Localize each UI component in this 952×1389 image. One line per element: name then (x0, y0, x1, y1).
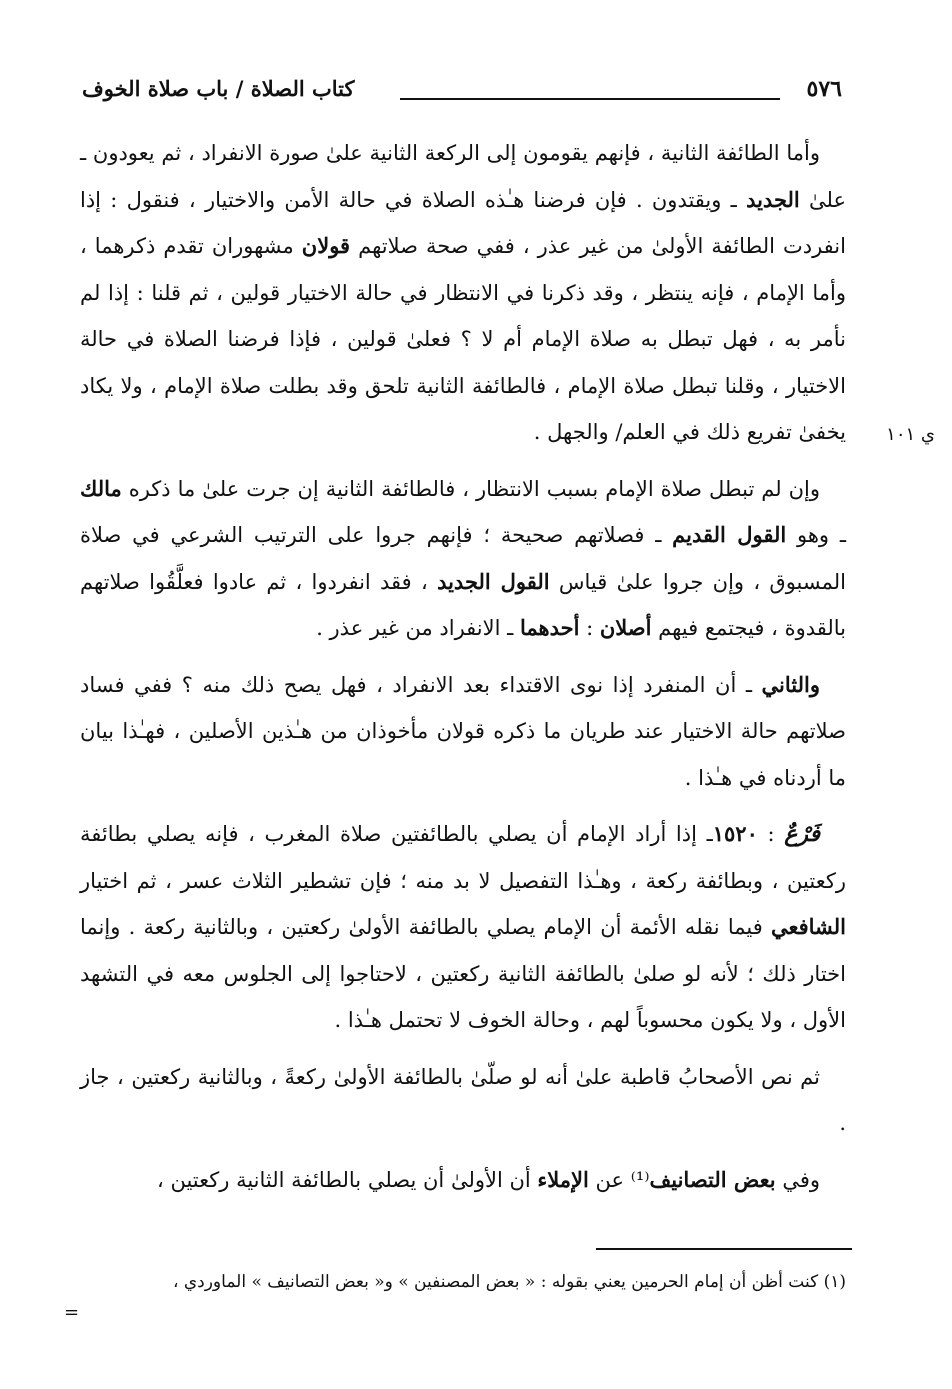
text-run: ـ أن المنفرد إذا نوى الاقتداء بعد الانفراد ، فهل يصح ذلك منه ؟ ففي فساد صلاتهم حالة الاختيار عند طريان ما ذكره قولان مأخوذان من هـٰذين الأصلين ، فهـٰذا بيان ما أردناه في هـٰذا . (80, 672, 846, 790)
emphasis-term: بعض التصانيف (649, 1166, 776, 1192)
emphasis-term: الشافعي (770, 914, 846, 939)
paragraph-5 (80, 1054, 846, 1147)
text-run: ـ الانفراد من غير عذر . (316, 616, 520, 640)
text-run: ـ ويقتدون . فإن فرضنا هـٰذه الصلاة في حالة الأمن والاختيار ، فنقول : إذا انفردت الطائفة الأولىٰ من غير عذر ، ففي صحة صلاتهم (80, 187, 846, 258)
text-run: عن (588, 1167, 631, 1192)
paragraph-3 (80, 662, 846, 802)
text-run: وفي (775, 1167, 820, 1192)
main-text (80, 130, 846, 1213)
text-run: أن الأولىٰ أن يصلي بالطائفة الثانية ركعتين ، (157, 1167, 538, 1192)
emphasis-term: أحدهما (519, 615, 580, 640)
footnote-rule (596, 1248, 852, 1250)
paragraph-2 (80, 466, 846, 652)
emphasis-term: أصلان (599, 615, 652, 640)
emphasis-term: ١٥٢٠ (712, 821, 758, 846)
emphasis-term: الإملاء (537, 1166, 589, 1192)
footnote: (١) كنت أظن أن إمام الحرمين يعني بقوله : « بعض المصنفين » و« بعض التصانيف » الماوردي ، (172, 1272, 846, 1292)
section-marker: فَرْعٌ (784, 821, 821, 847)
emphasis-term: قولان (301, 233, 351, 258)
margin-manuscript-ref: ي ١٠١ (886, 424, 935, 445)
text-run: ، فقد انفردوا ، ثم عادوا فعلَّقُوا صلاتهم بالقدوة ، فيجتمع فيهم (80, 569, 846, 640)
text-run: ـ فصلاتهم صحيحة ؛ فإنهم جروا على الترتيب الشرعي في صلاة المسبوق ، وإن جروا علىٰ قياس (80, 523, 846, 594)
running-title: كتاب الصلاة / باب صلاة الخوف (82, 76, 355, 101)
header-rule (400, 98, 780, 100)
paragraph-6 (80, 1157, 846, 1204)
text-run: ـ إذا أراد الإمام أن يصلي بالطائفتين صلاة المغرب ، فإنه يصلي بطائفة ركعتين ، وبطائفة ركعة ، وهـٰذا التفصيل لا بد منه ؛ فإن تشطير الثلاث عسر ، ثم اختيار (80, 822, 846, 893)
text-run: مشهوران تقدم ذكرهما ، وأما الإمام ، فإنه ينتظر ، وقد ذكرنا في الانتظار في حالة الاختيار قولين ، ثم قلنا : إذا لم نأمر به ، فهل تبطل به صلاة الإمام أم لا ؟ فعلىٰ قولين ، فإذا فرضنا الصلاة في حالة الاختيار ، وقلنا تبطل صلاة الإمام ، فالطائفة الثانية تلحق وقد بطلت صلاة الإمام ، ولا يكاد يخفىٰ تفريع ذلك في العلم/ والجهل . (80, 234, 846, 444)
emphasis-term: والثاني (761, 671, 820, 697)
emphasis-term: الجديد (746, 186, 800, 212)
text-run: وأما الطائفة الثانية ، فإنهم يقومون إلى الركعة الثانية علىٰ صورة الانفراد ، ثم يعودون ـ علىٰ (80, 141, 846, 212)
page-header (82, 72, 842, 112)
emphasis-term: القول القديم (672, 522, 787, 547)
page-number: ٥٧٦ (806, 76, 842, 102)
text-run: : (579, 616, 600, 640)
continuation-mark: = (64, 1302, 80, 1323)
text-run: : (757, 822, 785, 846)
emphasis-term: القول الجديد (437, 568, 550, 594)
text-run: وإن لم تبطل صلاة الإمام بسبب الانتظار ، فالطائفة الثانية إن جرت علىٰ ما ذكره (121, 476, 820, 501)
paragraph-4 (80, 811, 846, 1044)
text-run: ثم نص الأصحابُ قاطبة علىٰ أنه لو صلّىٰ بالطائفة الأولىٰ ركعةً ، وبالثانية ركعتين ، جاز . (80, 1064, 846, 1135)
text-run: ـ وهو (786, 523, 846, 547)
text-run: ⁽¹⁾ (630, 1167, 650, 1192)
text-run: فيما نقله الأئمة أن الإمام يصلي بالطائفة الأولىٰ ركعتين ، وبالثانية ركعة . وإنما اختار ذلك ؛ لأنه لو صلىٰ بالطائفة الثانية ركعتين ، لاحتاجوا إلى الجلوس معه في التشهد الأول ، ولا يكون محسوباً لهم ، وحالة الخوف لا تحتمل هـٰذا . (80, 915, 846, 1032)
paragraph-1 (80, 130, 846, 456)
emphasis-term: مالك (80, 475, 122, 501)
